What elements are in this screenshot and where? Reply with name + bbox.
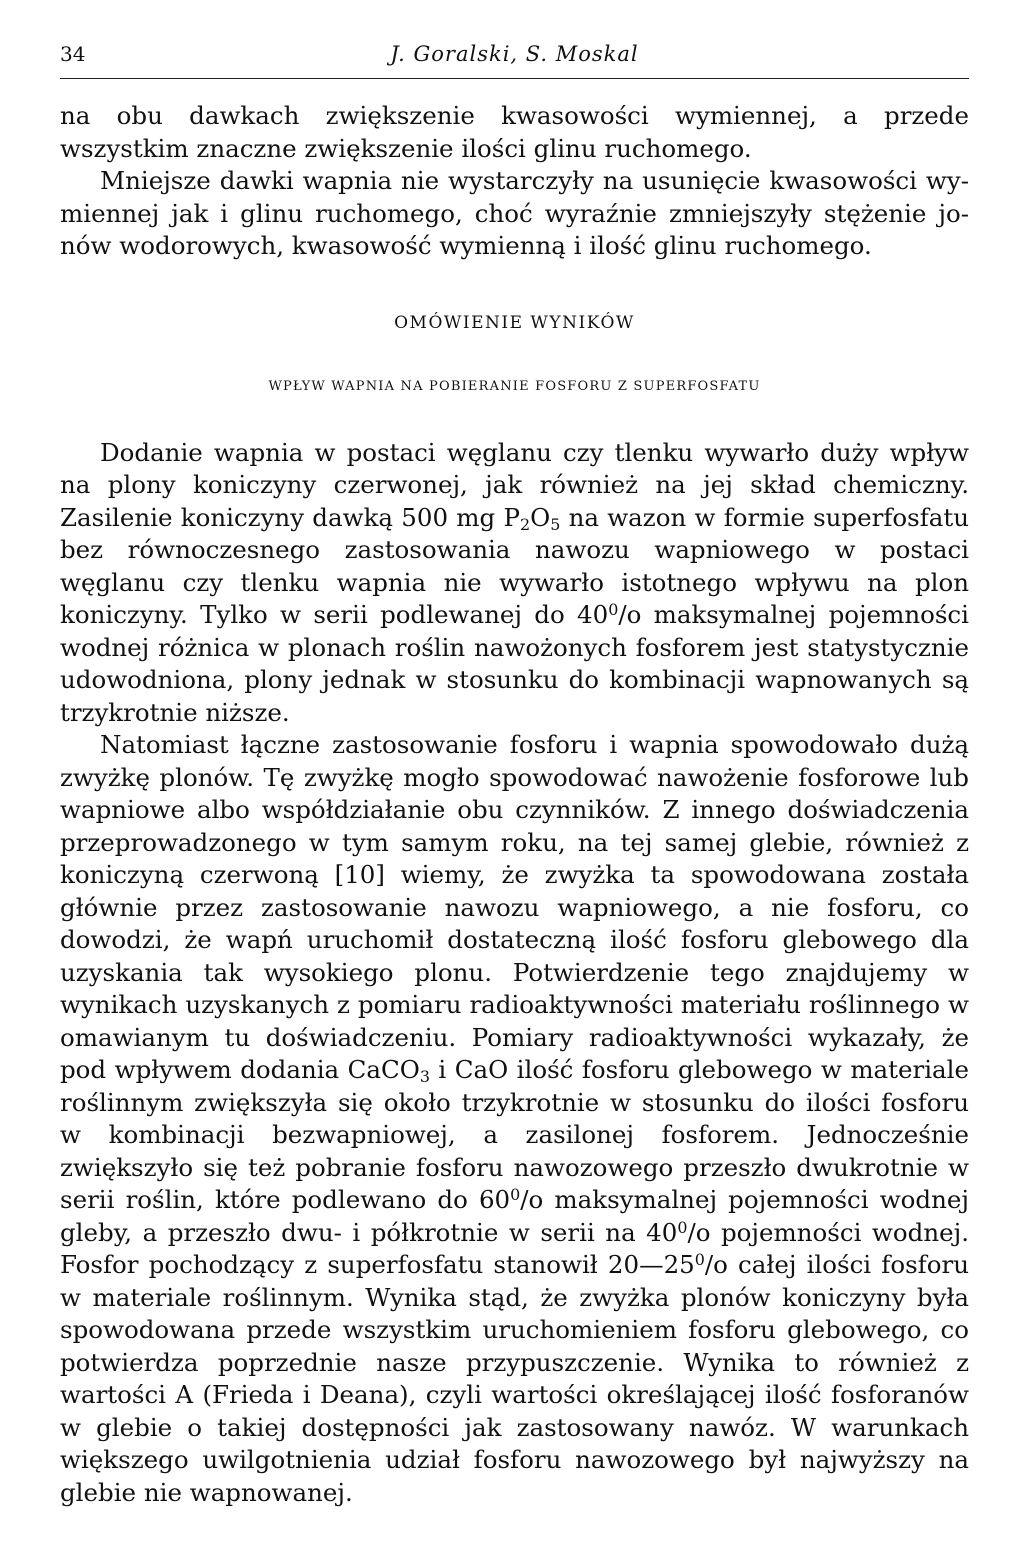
paragraph-continuation: na obu dawkach zwiększenie kwasowości wymiennej, a przede wszystkim znaczne zwiększenie ilości glinu ruchomego. bbox=[60, 101, 969, 163]
running-head-authors: J. Goralski, S. Moskal bbox=[390, 42, 639, 66]
text-run: i CaO ilość fosforu glebowego w materiale roślinnym zwiększyła się około trzykrotnie w stosunku do ilości fosforu w kombinacji bezwapniowej, a zasilonej fosforem. Jednocześnie zwiększyło się też pobranie fosforu nawozowego przeszło dwukrotnie w serii roślin, które podlewano do 60 bbox=[60, 1055, 969, 1214]
text-run: na wazon w formie superfosfatu bez równoczesnego zastosowania nawozu wapniowego w postaci węglanu czy tlenku wapnia nie wywarło istotnego wpływu na plon koniczyny. Tylko w serii podlewanej do 40 bbox=[60, 502, 970, 629]
superscript: 0 bbox=[694, 1250, 705, 1270]
page-body bbox=[60, 100, 969, 1509]
text-run: /o pojemności wodnej. Fosfor pochodzący z superfosfatu stanowił 20—25 bbox=[60, 1217, 969, 1279]
paragraph-lime-effect bbox=[60, 437, 969, 730]
superscript: 0 bbox=[510, 1185, 521, 1205]
subsection-heading: WPŁYW WAPNIA NA POBIERANIE FOSFORU Z SUPERFOSFATU bbox=[268, 378, 761, 394]
page-number: 34 bbox=[60, 42, 86, 66]
section-heading: OMÓWIENIE WYNIKÓW bbox=[394, 312, 635, 333]
subscript: 2 bbox=[519, 514, 531, 534]
text-run: Dodanie wapnia w postaci węglanu czy tlenku wywarło duży wpływ na plony koniczyny czerwonej, jak również na jej skład chemiczny. Zasilenie koniczyny dawką 500 mg P bbox=[60, 437, 969, 532]
paragraph-lime-doses: Mniejsze dawki wapnia nie wystarczyły na usunięcie kwasowości wymiennej jak i glinu ruchomego, choć wyraźnie zmniejszyły stężenie jonów wodorowych, kwasowość wymienną i ilość glinu ruchomego. bbox=[60, 166, 969, 260]
text-run: O bbox=[530, 502, 551, 532]
text-run: /o maksymalnej pojemności wodnej różnica w plonach roślin nawożonych fosforem jest statystycznie udowodniona, plony jednak w stosunku do kombinacji wapnowanych są trzykrotnie niższe. bbox=[60, 600, 969, 727]
running-header bbox=[60, 38, 969, 79]
text-run: /o maksymalnej pojemności wodnej gleby, a przeszło dwu- i półkrotnie w serii na 40 bbox=[60, 1185, 969, 1247]
paragraph-combined-effect bbox=[60, 729, 969, 1509]
subscript: 3 bbox=[419, 1066, 430, 1086]
text-run: /o całej ilości fosforu w materiale roślinnym. Wynika stąd, że zwyżka plonów koniczyny była spowodowana przede wszystkim uruchomieniem fosforu glebowego, co potwierdza poprzednie nasze przypuszczenie. Wynika to również z wartości A (Frieda i Deana), czyli wartości określającej ilość fosforanów w glebie o takiej dostępności jak zastosowany nawóz. W warunkach większego uwilgotnienia udział fosforu nawozowego był najwyższy na glebie nie wapnowanej. bbox=[60, 1250, 969, 1507]
superscript: 0 bbox=[608, 600, 619, 620]
superscript: 0 bbox=[677, 1217, 688, 1237]
text-run: Natomiast łączne zastosowanie fosforu i wapnia spowodowało dużą zwyżkę plonów. Tę zwyżkę mogło spowodować nawożenie fosforowe lub wapniowe albo współdziałanie obu czynników. Z innego doświadczenia przeprowadzonego w tym samym roku, na tej samej glebie, również z koniczyną czerwoną [10] wiemy, że zwyżka ta spowodowana została głównie przez zastosowanie nawozu wapniowego, a nie fosforu, co dowodzi, że wapń uruchomił dostateczną ilość fosforu glebowego dla uzyskania tak wysokiego plonu. Potwierdzenie tego znajdujemy w wynikach uzyskanych z pomiaru radioaktywności materiału roślinnego w omawianym tu doświadczeniu. Pomiary radioaktywności wykazały, że pod wpływem dodania CaCO bbox=[60, 730, 969, 1084]
subscript: 5 bbox=[550, 514, 561, 534]
